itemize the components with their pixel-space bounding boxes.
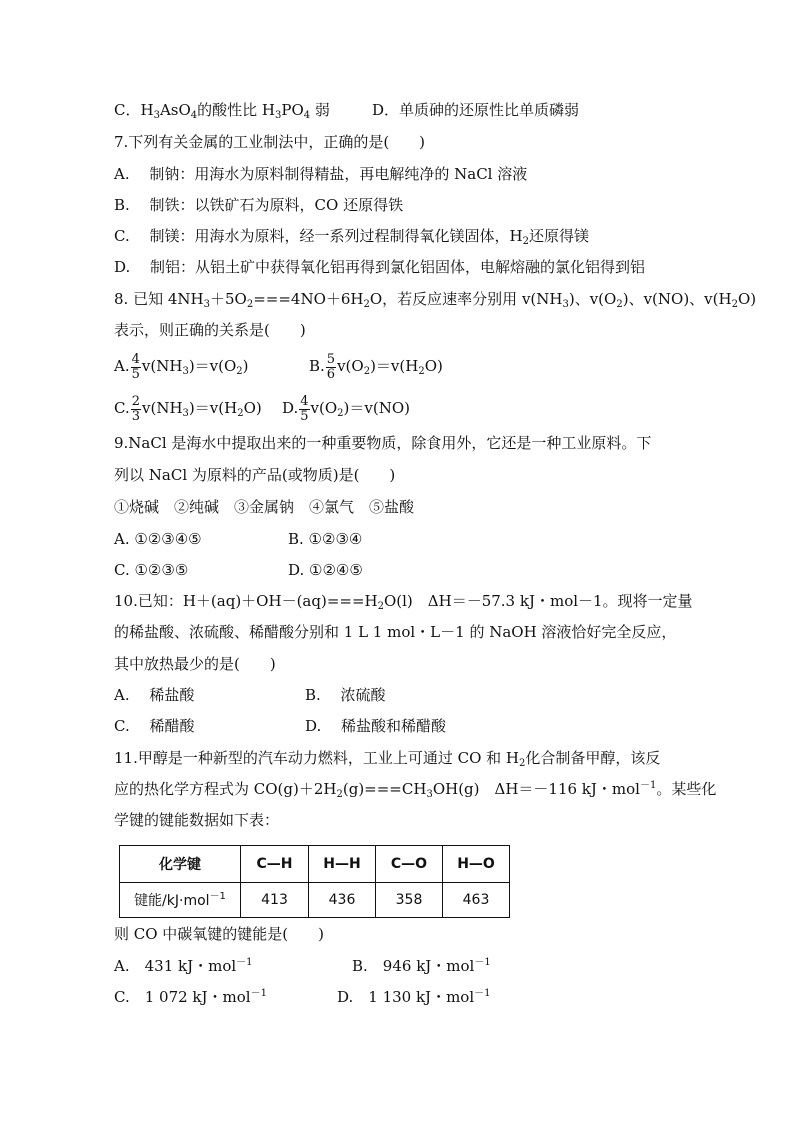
q10-stem-line3: 其中放热最少的是( ): [114, 655, 276, 673]
q7-option-b: B. 制铁：以铁矿石为原料，CO 还原得铁: [114, 196, 404, 214]
table-header-cell: C—H: [241, 846, 309, 883]
q9-stem-line2: 列以 NaCl 为原料的产品(或物质)是( ): [114, 466, 396, 484]
table-header-cell: C—O: [376, 846, 443, 883]
fraction: $\frac{5}{6}$: [326, 351, 336, 382]
table-cell: 463: [443, 883, 510, 918]
q8-stem: 8. 已知 $4NH_3+5O_2===4NO+6H_2O$，若反应速率分别用 $v(NH_3)$、$v(O_2)$、v(NO)、$v(H_2O)$: [114, 290, 757, 310]
q11-option-d: D. 1 130 kJ・mol$^{-1}$: [337, 988, 491, 1006]
q11-option-a: A. 431 kJ・mol$^{-1}$: [114, 957, 253, 975]
q8-option-a: A. $\frac{4}{5}$ $v(NH_3)=v(O_2)$: [114, 351, 249, 382]
table-cell: 436: [309, 883, 376, 918]
table-header-cell: H—O: [443, 846, 510, 883]
fraction: $\frac{2}{3}$: [131, 393, 140, 424]
table-row: [120, 883, 510, 918]
q7-option-c: C. 制镁：用海水为原料，经一系列过程制得氧化镁固体，$H_2$还原得镁: [114, 227, 589, 247]
q7-option-a: A. 制钠：用海水为原料制得精盐，再电解纯净的 NaCl 溶液: [114, 165, 528, 183]
q8-option-d: D. $\frac{4}{5}$ $v(O_2)=v(NO)$: [282, 393, 410, 424]
q10-option-a: A. 稀盐酸: [114, 686, 195, 704]
table-header-cell: H—H: [309, 846, 376, 883]
table-cell: 413: [241, 883, 309, 918]
q9-option-c: C. ①②③⑤: [114, 561, 189, 579]
q9-option-a: A. ①②③④⑤: [114, 530, 202, 548]
q10-option-b: B. 浓硫酸: [305, 686, 386, 704]
q10-option-d: D. 稀盐酸和稀醋酸: [305, 717, 447, 735]
q11-option-c: C. 1 072 kJ・mol$^{-1}$: [114, 988, 267, 1006]
q7-option-d: D. 制铝：从铝土矿中获得氧化铝再得到氯化铝固体，电解熔融的氯化铝得到铝: [114, 258, 646, 276]
q10-stem: 10.已知：$H+(aq)+OH-(aq)===H_2O(l)$ ΔH＝－57.3 kJ・mol－1。现将一定量: [114, 592, 693, 612]
q6-option-d: D．单质砷的还原性比单质磷弱: [372, 101, 580, 119]
table-cell: 358: [376, 883, 443, 918]
q9-stem: 9.NaCl 是海水中提取出来的一种重要物质，除食用外，它还是一种工业原料。下: [114, 434, 652, 452]
q11-stem-line3: 学键的键能数据如下表：: [114, 811, 280, 829]
q10-stem-line2: 的稀盐酸、浓硫酸、稀醋酸分别和 1 L 1 mol・L－1 的 NaOH 溶液恰好完全反应，: [114, 623, 677, 641]
q8-option-b: B. $\frac{5}{6}$ $v(O_2)=v(H_2O)$: [309, 351, 443, 382]
q11-stem-line2: 应的热化学方程式为 $CO(g)+2H_2(g)===CH_3OH(g)$ ΔH＝－116 kJ・mol$^{-1}$。某些化: [114, 780, 717, 800]
table-header-row: [120, 846, 510, 883]
fraction: $\frac{4}{5}$: [300, 393, 309, 424]
table-header-cell: 化学键: [120, 846, 241, 883]
q11-option-b: B. 946 kJ・mol$^{-1}$: [352, 957, 491, 975]
q8-stem-line2: 表示，则正确的关系是( ): [114, 321, 306, 339]
q8-option-c: C. $\frac{2}{3}$ $v(NH_3)=v(H_2O)$: [114, 393, 262, 424]
q10-option-c: C. 稀醋酸: [114, 717, 195, 735]
q9-option-b: B. ①②③④: [288, 530, 363, 548]
fraction: $\frac{4}{5}$: [131, 351, 140, 382]
q11-stem-line4: 则 CO 中碳氧键的键能是( ): [114, 925, 325, 943]
q11-stem: 11.甲醇是一种新型的汽车动力燃料，工业上可通过 CO 和 $H_2$化合制备甲醇，该反: [114, 749, 661, 769]
q9-option-d: D. ①②④⑤: [288, 561, 363, 579]
q7-stem: 7.下列有关金属的工业制法中，正确的是( ): [114, 133, 426, 151]
q9-items: ①烧碱 ②纯碱 ③金属钠 ④氯气 ⑤盐酸: [114, 498, 415, 516]
q6-option-c: C．$H_3AsO_4$的酸性比 $H_3PO_4$ 弱: [114, 101, 330, 121]
table-row-label: 键能/kJ·mol$^{-1}$: [120, 883, 241, 918]
bond-energy-table: [119, 845, 510, 918]
